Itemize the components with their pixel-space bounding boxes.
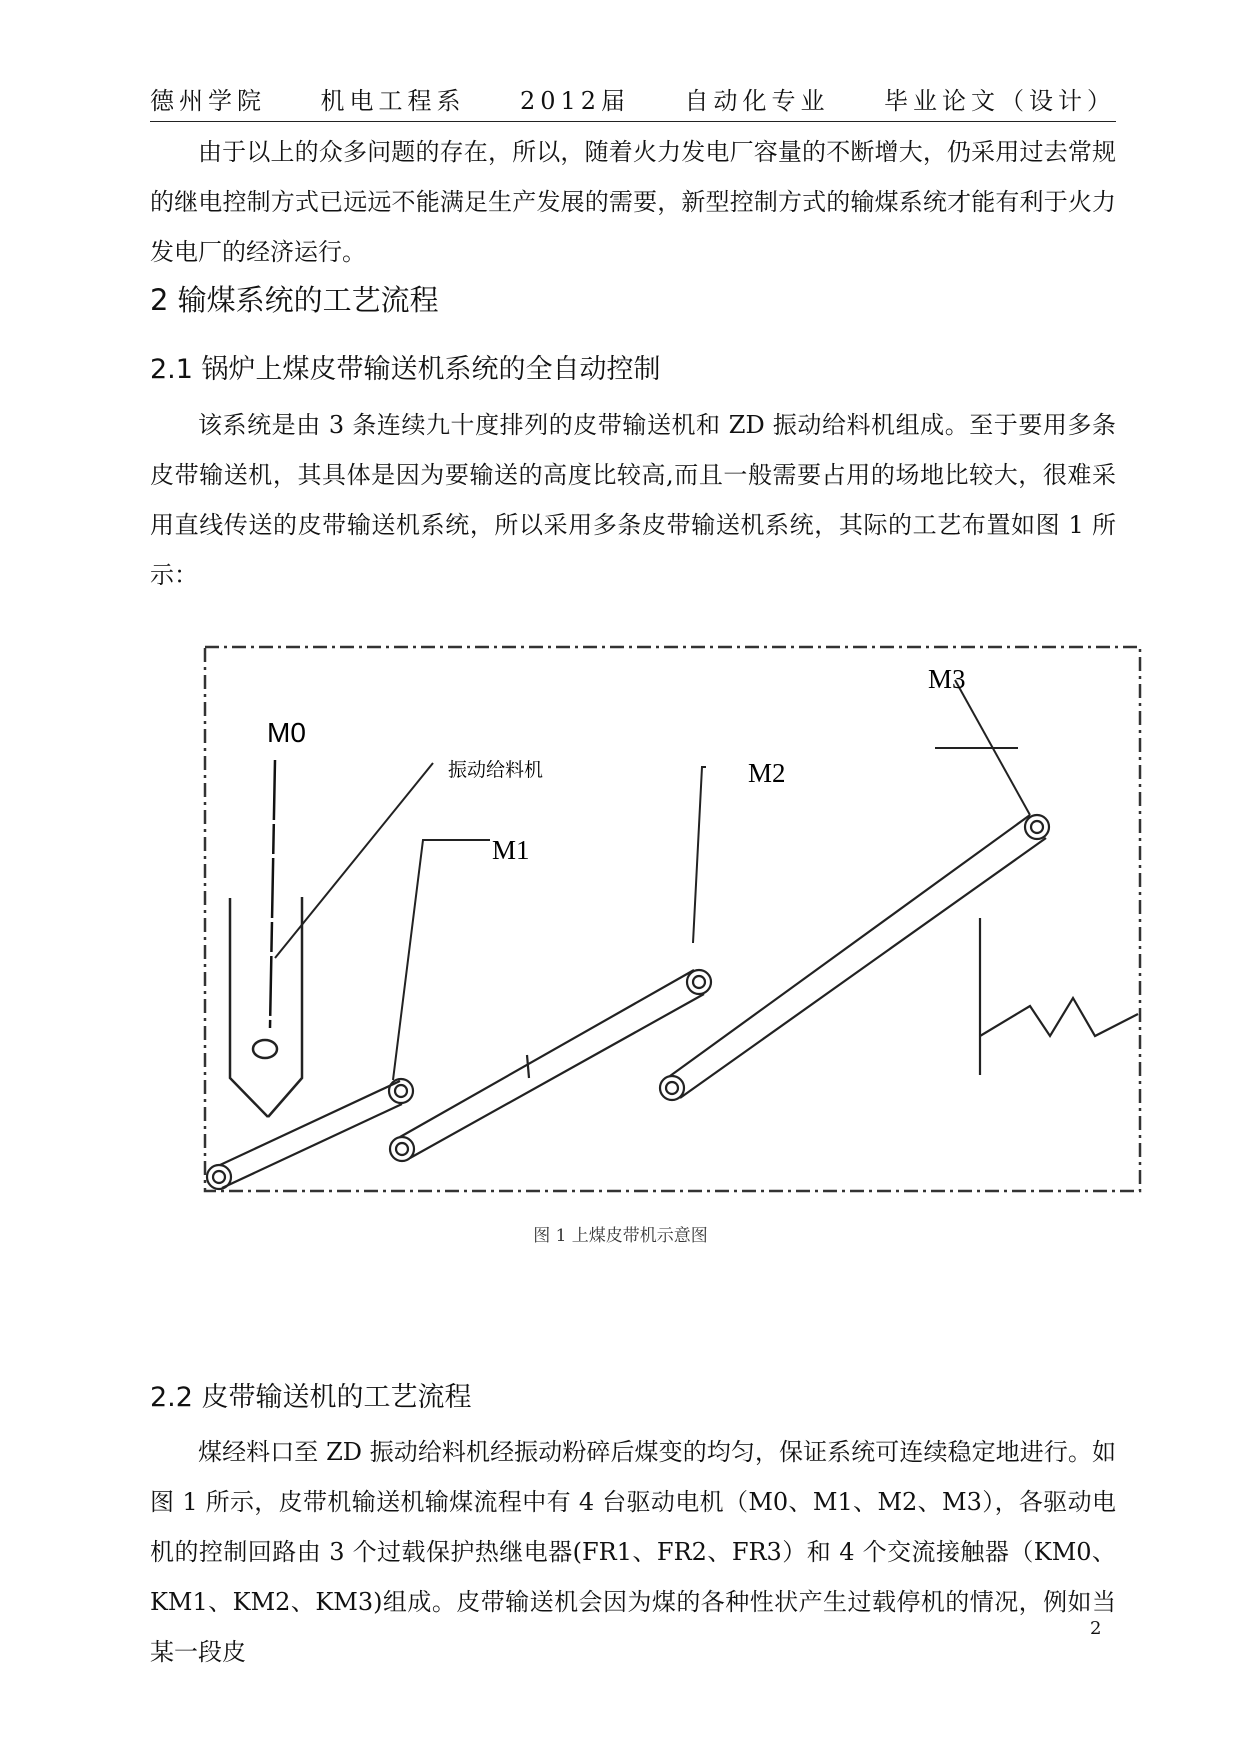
section-2-2-title: 2.2 皮带输送机的工艺流程 bbox=[150, 1382, 472, 1413]
page-header bbox=[150, 86, 1116, 116]
m1-leader bbox=[393, 840, 490, 1080]
boiler-bunker bbox=[980, 918, 1138, 1075]
m1-label: M1 bbox=[492, 835, 530, 865]
header-department: 机电工程系 bbox=[320, 87, 466, 115]
conveyor-1 bbox=[207, 1079, 413, 1189]
section-2-1-paragraph: 该系统是由 3 条连续九十度排列的皮带输送机和 ZD 振动给料机组成。至于要用多条皮带输送机，其具体是因为要输送的高度比较高,而且一般需要占用的场地比较大，很难采用直线传送的皮带输送机系统，所以采用多条皮带输送机系统，其际的工艺布置如图 1 所示： bbox=[150, 411, 1116, 589]
figure-1-caption: 图 1 上煤皮带机示意图 bbox=[533, 1226, 708, 1246]
header-school: 德州学院 bbox=[150, 87, 266, 115]
header-major: 自动化专业 bbox=[684, 87, 830, 115]
m2-label: M2 bbox=[748, 758, 786, 788]
header-year: 2012届 bbox=[519, 87, 631, 115]
m0-label: M0 bbox=[267, 717, 306, 748]
conveyor-3 bbox=[660, 815, 1049, 1100]
m3-label: M3 bbox=[928, 664, 966, 694]
m0-leader bbox=[270, 760, 275, 1028]
section-2-1-title: 2.1 锅炉上煤皮带输送机系统的全自动控制 bbox=[150, 354, 661, 385]
feeder-label: 振动给料机 bbox=[448, 759, 544, 781]
m2-leader bbox=[693, 767, 706, 943]
conveyor-diagram bbox=[200, 640, 1150, 1210]
header-doc-type: 毕业论文（设计） bbox=[883, 87, 1116, 115]
section-2-title: 2 输煤系统的工艺流程 bbox=[150, 283, 439, 317]
page-number: 2 bbox=[1090, 1618, 1102, 1639]
header-rule bbox=[150, 121, 1116, 122]
conveyor-2 bbox=[390, 970, 711, 1161]
intro-paragraph: 由于以上的众多问题的存在，所以，随着火力发电厂容量的不断增大，仍采用过去常规的继电控制方式已远远不能满足生产发展的需要，新型控制方式的输煤系统才能有利于火力发电厂的经济运行。 bbox=[150, 138, 1116, 266]
diagram-frame bbox=[205, 647, 1140, 1191]
hopper bbox=[230, 897, 302, 1117]
feeder-leader bbox=[275, 763, 433, 958]
section-2-2-paragraph: 煤经料口至 ZD 振动给料机经振动粉碎后煤变的均匀，保证系统可连续稳定地进行。如图 1 所示，皮带机输送机输煤流程中有 4 台驱动电机（M0、M1、M2、M3），各驱动电机的控制回路由 3 个过载保护热继电器(FR1、FR2、FR3）和 4 个交流接触器（KM0、KM1、KM2、KM3)组成。皮带输送机会因为煤的各种性状产生过载停机的情况，例如当某一段皮 bbox=[150, 1438, 1116, 1666]
